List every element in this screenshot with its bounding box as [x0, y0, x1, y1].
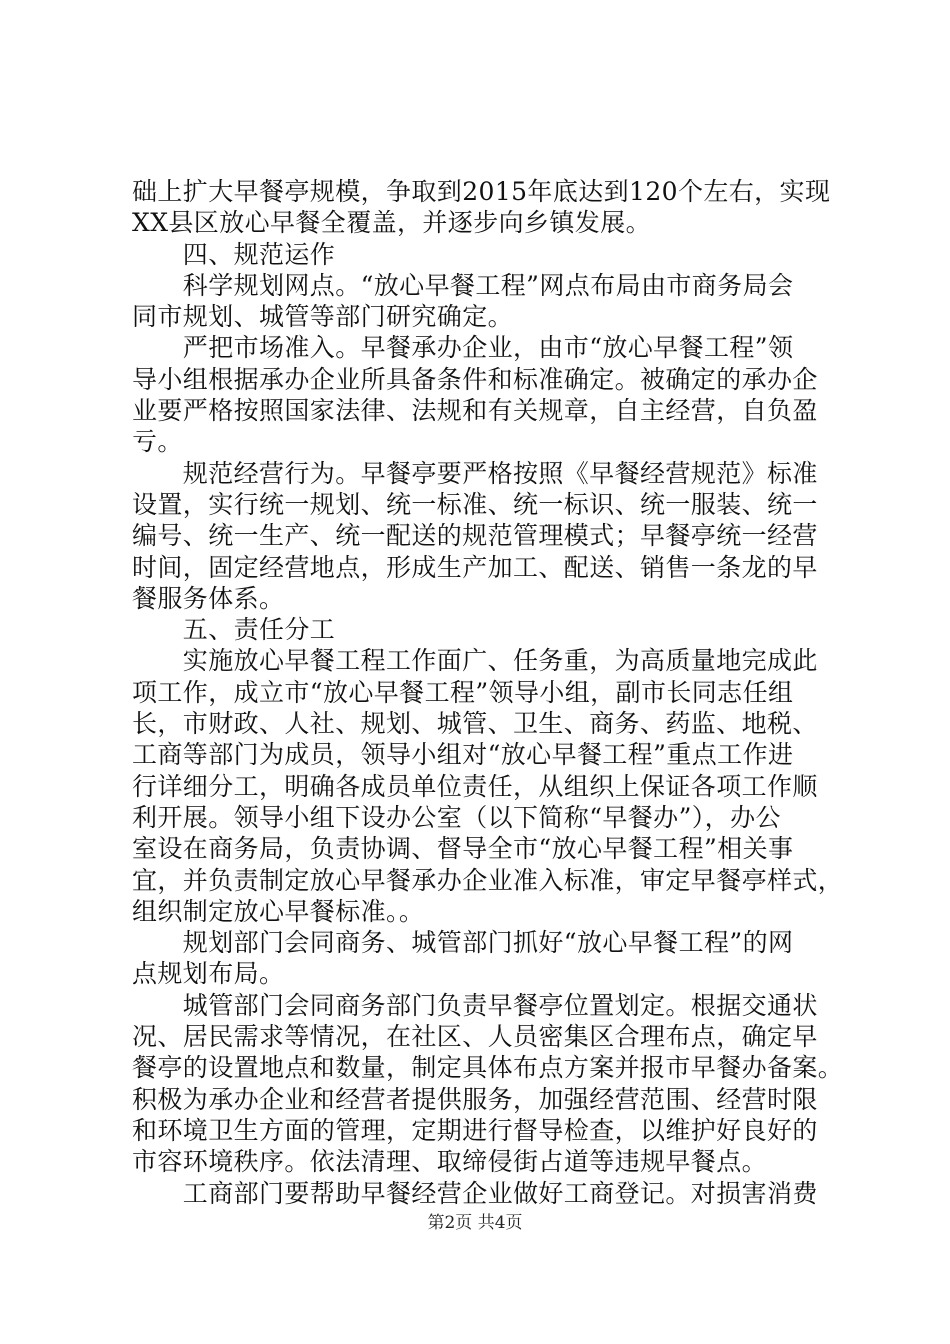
text-line: 实施放心早餐工程工作面广、任务重，为高质量地完成此: [132, 646, 818, 676]
document-body: [132, 176, 844, 1209]
text-line: 规范经营行为。早餐亭要严格按照《早餐经营规范》标准: [132, 458, 818, 488]
text-line: 餐服务体系。: [132, 583, 285, 613]
section-heading: 四、规范运作: [132, 239, 336, 269]
page-number-footer: 第2页 共4页: [427, 1213, 523, 1233]
text-line: 导小组根据承办企业所具备条件和标准确定。被确定的承办企: [132, 364, 818, 394]
text-line: 亏。: [132, 427, 183, 457]
text-line: 室设在商务局，负责协调、督导全市“放心早餐工程”相关事: [132, 834, 794, 864]
text-line: 况、居民需求等情况，在社区、人员密集区合理布点，确定早: [132, 1022, 818, 1052]
text-line: 严把市场准入。早餐承办企业，由市“放心早餐工程”领: [132, 333, 794, 363]
text-line: 项工作，成立市“放心早餐工程”领导小组，副市长同志任组: [132, 677, 794, 707]
text-line: 组织制定放心早餐标准。。: [132, 896, 425, 926]
text-line: 工商等部门为成员，领导小组对“放心早餐工程”重点工作进: [132, 740, 794, 770]
text-line: 同市规划、城管等部门研究确定。: [132, 302, 514, 332]
text-line: 编号、统一生产、统一配送的规范管理模式；早餐亭统一经营: [132, 521, 818, 551]
text-line: 长，市财政、人社、规划、城管、卫生、商务、药监、地税、: [132, 709, 818, 739]
text-line: 业要严格按照国家法律、法规和有关规章，自主经营，自负盈: [132, 396, 818, 426]
text-line: 餐亭的设置地点和数量，制定具体布点方案并报市早餐办备案。: [132, 1053, 844, 1083]
text-line: 宜，并负责制定放心早餐承办企业准入标准，审定早餐亭样式，: [132, 865, 844, 895]
section-heading: 五、责任分工: [132, 615, 336, 645]
text-line: 础上扩大早餐亭规模，争取到2015年底达到120个左右，实现: [132, 177, 831, 206]
text-line: XX县区放心早餐全覆盖，并逐步向乡镇发展。: [132, 208, 651, 238]
text-line: 点规划布局。: [132, 959, 285, 989]
text-line: 时间，固定经营地点，形成生产加工、配送、销售一条龙的早: [132, 552, 818, 582]
text-line: 规划部门会同商务、城管部门抓好“放心早餐工程”的网: [132, 928, 794, 958]
text-line: 设置，实行统一规划、统一标准、统一标识、统一服装、统一: [132, 489, 818, 519]
text-line: 积极为承办企业和经营者提供服务，加强经营范围、经营时限: [132, 1084, 818, 1114]
text-line: 市容环境秩序。依法清理、取缔侵街占道等违规早餐点。: [132, 1147, 768, 1177]
text-line: 工商部门要帮助早餐经营企业做好工商登记。对损害消费: [132, 1178, 818, 1208]
text-line: 利开展。领导小组下设办公室（以下简称“早餐办”），办公: [132, 802, 781, 832]
text-line: 行详细分工，明确各成员单位责任，从组织上保证各项工作顺: [132, 771, 818, 801]
text-line: 城管部门会同商务部门负责早餐亭位置划定。根据交通状: [132, 990, 818, 1020]
text-line: 科学规划网点。“放心早餐工程”网点布局由市商务局会: [132, 270, 794, 300]
text-line: 和环境卫生方面的管理，定期进行督导检查，以维护好良好的: [132, 1115, 818, 1145]
